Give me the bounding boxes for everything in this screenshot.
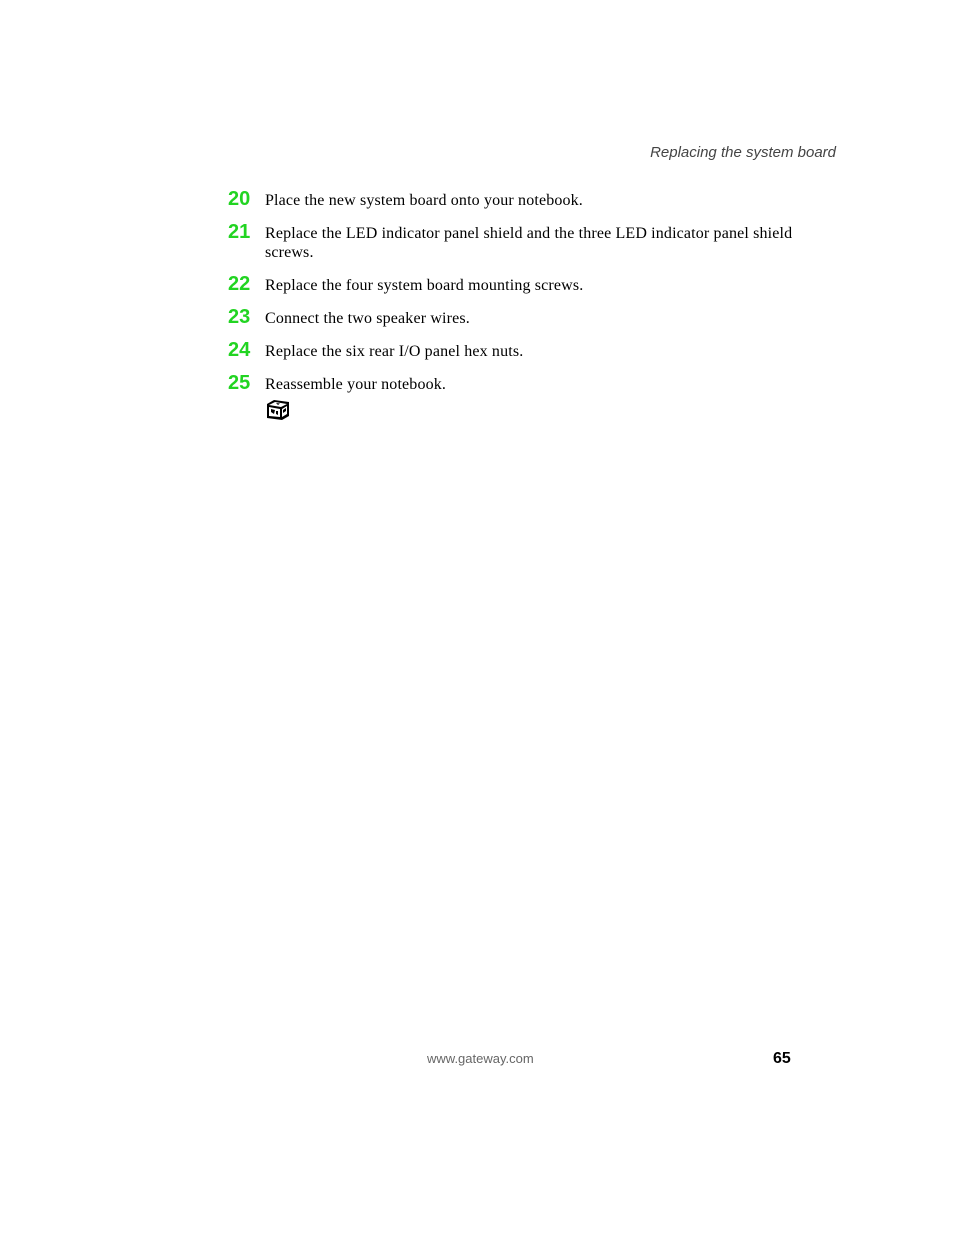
list-item [228,339,808,361]
step-number: 22 [228,273,251,295]
step-text: Place the new system board onto your notebook. [265,192,583,209]
list-item [228,306,808,328]
step-text: Connect the two speaker wires. [265,310,470,327]
step-number: 23 [228,306,251,328]
step-number: 24 [228,339,251,361]
running-header: Replacing the system board [650,144,836,161]
step-text: Replace the six rear I/O panel hex nuts. [265,343,524,360]
page-number: 65 [773,1050,791,1067]
list-item [228,273,808,295]
step-text: Replace the four system board mounting screws. [265,277,584,294]
step-list [228,188,808,405]
step-number: 20 [228,188,251,210]
step-text: Reassemble your notebook. [265,376,447,393]
list-item [228,372,808,394]
footer-url: www.gateway.com [427,1051,534,1066]
step-number: 25 [228,372,251,394]
list-item [228,221,808,262]
gateway-cow-box-icon [265,398,291,422]
step-text: Replace the LED indicator panel shield and the three LED indicator panel shield screws. [265,225,793,261]
step-number: 21 [228,221,251,243]
list-item [228,188,808,210]
